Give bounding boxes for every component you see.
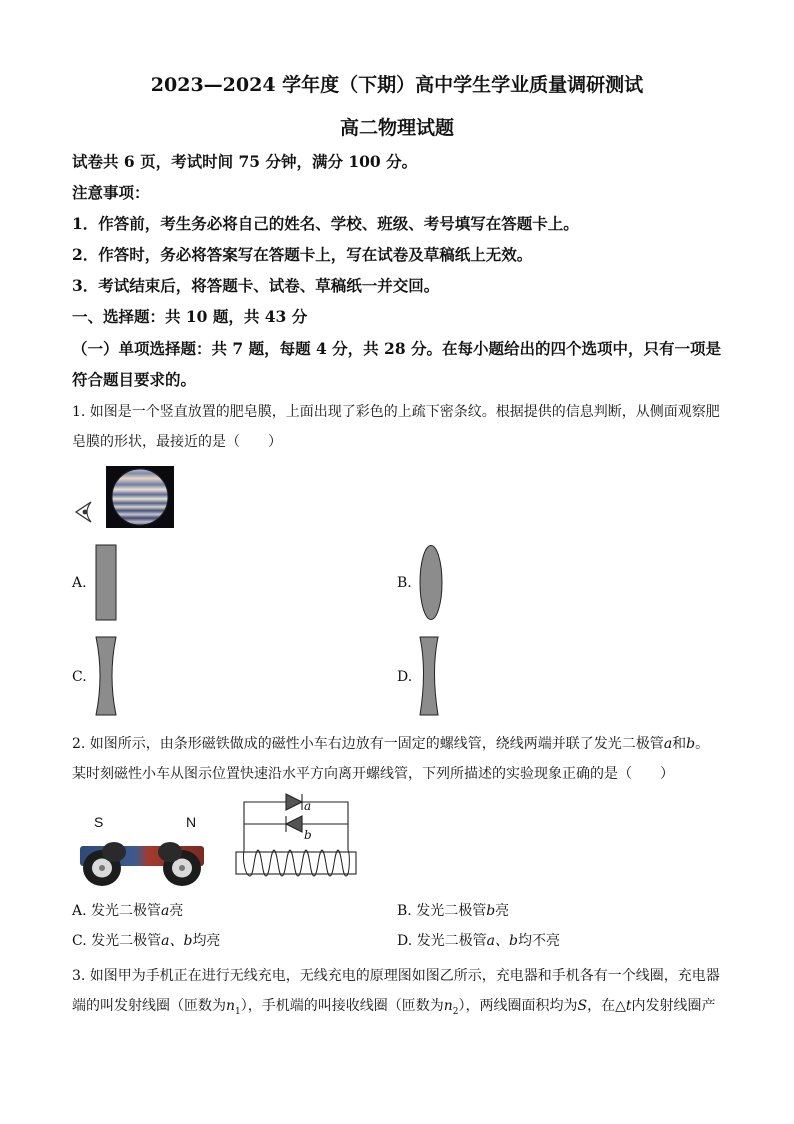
q1-option-a-label: A. bbox=[72, 575, 87, 591]
exam-title: 2023—2024 学年度（下期）高中学生学业质量调研测试 bbox=[150, 74, 644, 96]
pole-s-label: S bbox=[94, 814, 104, 830]
solenoid-circuit bbox=[232, 792, 360, 884]
q1-text-cont: 皂膜的形状，最接近的是（ ） bbox=[72, 434, 282, 450]
q2-option-d: D. 发光二极管a、b均不亮 bbox=[397, 933, 560, 949]
q1-option-b-shape bbox=[418, 544, 444, 621]
diode-b-label: b bbox=[304, 828, 312, 842]
notes-heading: 注意事项： bbox=[72, 183, 150, 202]
section-title: 一、选择题：共 10 题，共 43 分 bbox=[72, 307, 308, 326]
section-subtitle-cont: 符合题目要求的。 bbox=[72, 370, 197, 389]
q2-option-b: B. 发光二极管b亮 bbox=[397, 903, 510, 919]
note-item: 3．考试结束后，将答题卡、试卷、草稿纸一并交回。 bbox=[72, 276, 440, 295]
q1-option-d-shape bbox=[418, 636, 440, 716]
note-item: 2．作答时，务必将答案写在答题卡上，写在试卷及草稿纸上无效。 bbox=[72, 245, 533, 264]
soap-film-photo bbox=[106, 466, 174, 528]
note-item: 1．作答前，考生务必将自己的姓名、学校、班级、考号填写在答题卡上。 bbox=[72, 214, 579, 233]
q2-text-cont: 某时刻磁性小车从图示位置快速沿水平方向离开螺线管，下列所描述的实验现象正确的是（ ） bbox=[72, 766, 674, 782]
q1-option-b-label: B. bbox=[397, 575, 412, 591]
section-subtitle: （一）单项选择题：共 7 题，每题 4 分，共 28 分。在每小题给出的四个选项中，只有一项是 bbox=[72, 339, 722, 358]
diode-a-label: a bbox=[304, 799, 312, 813]
q1-option-a-shape bbox=[95, 544, 117, 621]
q2-option-a: A. 发光二极管a亮 bbox=[72, 903, 184, 919]
exam-subtitle: 高二物理试题 bbox=[339, 117, 454, 139]
q3-text: 3. 如图甲为手机正在进行无线充电，无线充电的原理图如图乙所示，充电器和手机各有一个线圈，充电器 bbox=[72, 968, 720, 984]
q1-option-c-label: C. bbox=[72, 669, 87, 685]
q2-option-c: C. 发光二极管a、b均亮 bbox=[72, 933, 221, 949]
q1-option-c-shape bbox=[95, 636, 117, 716]
q1-text: 1. 如图是一个竖直放置的肥皂膜，上面出现了彩色的上疏下密条纹。根据提供的信息判断，从侧面观察肥 bbox=[72, 404, 720, 420]
q2-text: 2. 如图所示，由条形磁铁做成的磁性小车右边放有一固定的螺线管，绕线两端并联了发光二极管a和b。 bbox=[72, 736, 710, 752]
eye-icon bbox=[72, 500, 94, 524]
q3-text-cont: 端的叫发射线圈（匝数为$n_1$），手机端的叫接收线圈（匝数为$n_2$），两线圈面积均为S，在△t内发射线圈产 bbox=[72, 998, 716, 1017]
pole-n-label: N bbox=[186, 814, 197, 830]
magnetic-car bbox=[76, 830, 208, 888]
q1-option-d-label: D. bbox=[397, 669, 413, 685]
exam-info: 试卷共 6 页，考试时间 75 分钟，满分 100 分。 bbox=[72, 152, 418, 171]
